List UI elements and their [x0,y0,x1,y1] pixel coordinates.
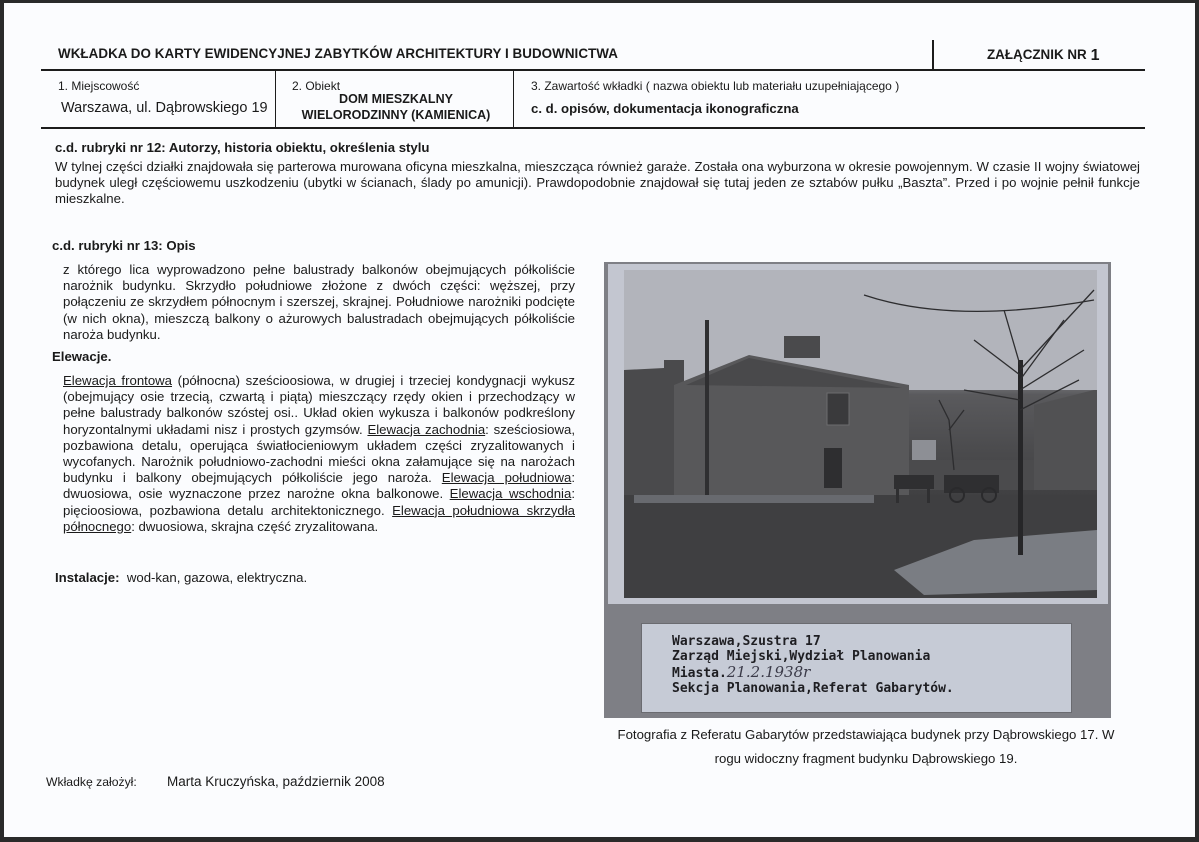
annex-number: 1 [1090,47,1100,64]
document-page [4,3,1195,837]
archival-label-card [641,623,1072,713]
cell-object-label: 2. Obiekt [292,79,341,93]
section12-heading: c.d. rubryki nr 12: Autorzy, historia obiektu, określenia stylu [55,140,430,155]
cell-divider-1 [275,70,276,128]
elevation-east-text: : pięcioosiowa, pozbawiona detalu architektonicznego. [63,486,575,518]
photo-border [608,264,1108,604]
installations-label: Instalacje: [55,570,120,585]
archival-label-handwritten-date: 21.2.1938r [726,662,811,681]
section12-text: W tylnej części działki znajdowała się parterowa murowana oficyna mieszkalna, mieszcząca również garaże. Została ona wyburzona w okresie powojennym. W czasie II wojny światowej budynek uległ częściowemu uszkodzeniu (ubytki w ścianach, ślady po amunicji). Prawdopodobnie znajdował się tutaj jeden ze sztabów pułku „Baszta”. Przed i po wojnie pełnił funkcje mieszkalne. [55,159,1140,207]
cell-object-value-line2: WIELORODZINNY (KAMIENICA) [301,108,491,122]
archival-label-line3: Miasta. [672,665,727,681]
elevation-front-term: Elewacja frontowa [63,373,173,388]
title-underline [41,69,1145,71]
section13-text: z którego lica wyprowadzono pełne balustrady balkonów obejmujących półkoliście narożnik budynku. Skrzydło południowe złożone z dwóch części: węższej, przy połączeniu ze skrzydłem północnym i szerszej, skrajnej. Południowe narożniki podcięte (w nich okna), mieszczą balkony o ażurowych balustradach obejmujących półkoliście naroża budynku. [63,262,575,342]
annex-label [987,46,1100,64]
cell-object-value [279,91,513,123]
document-title: WKŁADKA DO KARTY EWIDENCYJNEJ ZABYTKÓW ARCHITEKTURY I BUDOWNICTWA [58,46,618,61]
title-divider [932,40,934,69]
annex-label-text: ZAŁĄCZNIK NR [987,47,1087,62]
elevation-south-term: Elewacja południowa [441,470,572,486]
elevation-north-wing-south-term: Elewacja południowa skrzydła północnego [63,502,575,534]
cell-object-value-line1: DOM MIESZKALNY [339,92,453,106]
cell-locality-value: Warszawa, ul. Dąbrowskiego 19 [61,100,268,116]
cell-locality-label: 1. Miejscowość [58,79,140,93]
cell-contents-value: c. d. opisów, dokumentacja ikonograficzna [531,101,799,116]
cell-contents-label: 3. Zawartość wkładki ( nazwa obiektu lub materiału uzupełniającego ) [531,79,900,93]
archival-label-line1: Warszawa,Szustra 17 [672,634,821,649]
section13-heading: c.d. rubryki nr 13: Opis [52,238,196,253]
archival-label-line4: Sekcja Planowania,Referat Gabarytów. [672,681,954,697]
archival-photo-mount [604,262,1111,718]
installations [55,570,307,586]
elevation-west-text: : sześciosiowa, pozbawiona detalu, operująca światłocieniowym układem części zryzalitowanych i wycofanych. Narożnik południowo-zachodni mieści okna załamujące się na narożach budynku i balkony obejmujących półkoliście jego naroża. [63,421,575,486]
installations-value: wod-kan, gazowa, elektryczna. [126,570,308,585]
archival-label-text [672,634,954,697]
cell-divider-2 [513,70,514,128]
photo-caption: Fotografia z Referatu Gabarytów przedstawiająca budynek przy Dąbrowskiego 17. W rogu widoczny fragment budynku Dąbrowskiego 19. [617,727,1115,766]
elevation-front-text: (północna) sześcioosiowa, w drugiej i trzeciej kondygnacji wykusz (obejmujący osie trzecią, czwartą i piątą) mieszczący rzędy okien i przechodzący w pełne balustrady balkonów szóstej osi.. Układ okien wykusza i balkonów podkreślony horyzontalnymi układami nisz i prostych gzymsów. [63,373,575,437]
archival-label-line2: Zarząd Miejski,Wydział Planowania [672,649,931,665]
elevations-heading: Elewacje. [52,349,112,364]
footer-author-label: Wkładkę założył: [46,775,137,789]
archival-photo [624,270,1097,598]
elevation-south-text: : dwuosiowa, osie wyznaczone przez narożne okna balkonowe. [63,470,575,502]
elevation-north-wing-south-text: : dwuosiowa, skrajna część zryzalitowana. [131,518,379,534]
elevation-west-term: Elewacja zachodnia [367,421,486,437]
elevation-east-term: Elewacja wschodnia [449,486,572,502]
header-bottom-line [41,127,1145,129]
photo-scene-illustration [624,270,1097,598]
footer-author-value: Marta Kruczyńska, październik 2008 [167,774,385,789]
elevations-text [63,373,575,535]
